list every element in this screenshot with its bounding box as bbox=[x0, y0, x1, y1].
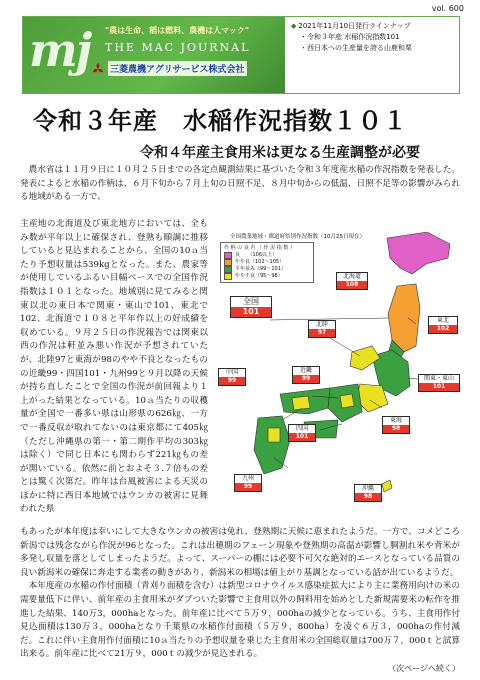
legend-item bbox=[224, 273, 310, 280]
region-name: 近畿 bbox=[299, 367, 312, 374]
region-name: 東海 bbox=[389, 417, 402, 424]
region-box-kanto-tosan bbox=[418, 374, 460, 392]
company-name: 三菱農機アグリサービス株式会社 bbox=[108, 61, 247, 76]
region-box-tokai bbox=[382, 416, 410, 434]
body-paragraph: 本年度産の水稲の作付面積（青刈り面積を含む）は新型コロナウイルス感染症拡大により主に業務用向けの米の需要量低下に伴い、前年産の主食用米がダブついた影響で主食用以外の飼料用を始めとした新規需要米の転作を推進した結果、140万3，000haとなった。前年産に比べて５万９，000haの減少となっている。うち、主食用作付見込面積は130万３，000haとなり千葉県の水稲作付面積（５万９，800ha）を凌ぐ６万３，000haの作付減だ。これに伴い主食用作付面積に10ａ当たりの予想収量を乗じた主食用米の全国総収量は700万７，000ｔと試算出来る。前年産に比べて21万９，000ｔの減少が見込まれる。 bbox=[20, 581, 460, 660]
region-name: 北陸 bbox=[315, 321, 328, 328]
legend-swatch bbox=[224, 273, 232, 280]
region-value: 101 bbox=[419, 383, 459, 391]
region-name: 九州 bbox=[241, 475, 254, 482]
region-box-chugoku bbox=[218, 368, 246, 386]
toc-date: ◆ 2021年11月10日発行ラインナップ bbox=[291, 21, 457, 32]
region-box-kyushu bbox=[234, 474, 262, 492]
legend-swatch bbox=[224, 259, 232, 266]
region-value: 99 bbox=[219, 377, 245, 385]
region-name: 中国 bbox=[225, 369, 238, 376]
legend-label: 平年並み（99〜101） bbox=[235, 266, 286, 272]
journal-name: THE MAC JOURNAL bbox=[105, 41, 251, 54]
legend-item bbox=[224, 259, 310, 266]
region-value: 101 bbox=[231, 307, 271, 317]
region-box-national bbox=[230, 296, 272, 318]
legend-swatch bbox=[224, 252, 232, 259]
logo-banner bbox=[23, 17, 285, 93]
region-value: 99 bbox=[235, 483, 261, 491]
region-value: 102 bbox=[429, 325, 457, 333]
legend-title: 作 柄 の 良 否 （ 作 況 指 数 ） bbox=[224, 245, 295, 251]
region-name: 沖縄 bbox=[361, 485, 374, 492]
legend-item bbox=[224, 266, 310, 273]
region-name: 北海道 bbox=[342, 273, 361, 280]
region-value: 98 bbox=[383, 425, 409, 433]
legend-label: 良 （106以上） bbox=[235, 252, 278, 258]
company-row bbox=[91, 61, 247, 76]
region-name: 東北 bbox=[436, 317, 449, 324]
region-name: 全国 bbox=[243, 297, 259, 306]
region-value: 101 bbox=[289, 433, 315, 441]
lead-paragraph: 農水省は１１月９日に１０月２５日までの各定点観測結果に基づいた令和３年度産水稲の作況指数を発表した。発表によると水稲の作柄は、６月下旬から７月上旬の日照不足、８月中旬からの低温、日照不足等の影響がみられる地域がある一方で、 bbox=[20, 165, 460, 203]
volume-number: vol. 600 bbox=[431, 4, 464, 13]
region-value: 97 bbox=[309, 329, 335, 337]
column-paragraph: 主産地の北海道及び東北地方においては、全もみ数が平年以上に確保され、登熟も順調に推移していると見込まれることから、全国の10ａ当たり予想収量は539kgとなった。また、農家等が使用しているふるい目幅ベースでの全国作況指数は１０１となった。地域別に見てみると関東以北の東日本で関東・東山で101、東北で102、北海道で１０８と平年作以上の好成績を収めている。９月２５日の作況報告では関東以西の作況は軒並み悪い作況が予想されていたが、北陸97と東海が98のやや不良となったものの近畿99・四国101・九州99と９月以降の天候が持ち直したことで全国の作況が前回報より１上がった結果となっている。10ａ当たりの収穫量が全国で一番多い県は山形県の626㎏、一方で一番反収が取れてないのは東京都にて405㎏（ただし沖縄県の第一・第二期作平均の303㎏は除く）で同じ日本にも関わらず221㎏もの差が開いている。依然に前とおよそ３.７倍もの差とは驚く次第だ。昨年は台風被害による天災のほかに特に西日本地域ではウンカの被害に見舞われた県 bbox=[20, 219, 208, 515]
legend-item bbox=[224, 252, 310, 259]
region-name: 四国 bbox=[295, 425, 308, 432]
map-legend bbox=[220, 242, 314, 283]
region-box-tohoku bbox=[428, 316, 458, 334]
region-value: 108 bbox=[337, 281, 367, 289]
page-title: 令和３年産 水稲作況指数１０１ bbox=[33, 107, 408, 135]
region-box-hokkaido bbox=[336, 272, 368, 290]
tail-text bbox=[20, 526, 460, 676]
map-title: 全国農業地域・都道府県別作況指数（10月25日現在） bbox=[230, 234, 365, 240]
legend-swatch bbox=[224, 266, 232, 273]
page-subtitle: 令和４年産主食用米は更なる生産調整が必要 bbox=[140, 145, 420, 161]
japan-crop-map bbox=[212, 228, 462, 526]
legend-label: やや不良（95〜98） bbox=[235, 273, 283, 279]
region-box-shikoku bbox=[288, 424, 316, 442]
mitsubishi-logo-icon bbox=[91, 62, 105, 76]
toc-item: ・西日本への生産量を誇る山鹿和栗 bbox=[300, 44, 412, 52]
mj-logo: mj bbox=[29, 23, 91, 77]
region-value: 98 bbox=[355, 493, 381, 501]
body-paragraph: もあったが本年度は幸いにして大きなウンカの被害は免れ、登熟期に天候に恵まれたようだ。一方で、コメどころ新潟では残念ながら作況が96となった。これは出穂期のフェーン現象や登熟期の高温が影響し胴割れ米や背米が多発し収量を落としてしまったようだ。よって、スーパーの棚には必要不可欠な絶対的エースとなっている品質の良い新潟米の確保に奔走する業者の動きがあり、新潟米の相場は値上がり基調となっている話が出ているようだ。 bbox=[20, 527, 460, 578]
region-box-kinki bbox=[292, 366, 320, 384]
region-name: 関東・東山 bbox=[423, 375, 454, 382]
masthead bbox=[22, 16, 460, 94]
region-box-hokuriku bbox=[308, 320, 336, 338]
table-of-contents bbox=[291, 21, 457, 54]
toc-item: ・令和３年産 水稲作況指数101 bbox=[300, 33, 400, 41]
region-value: 99 bbox=[293, 375, 319, 383]
region-box-okinawa bbox=[354, 484, 382, 502]
continued-note: （次ページへ続く） bbox=[388, 663, 460, 673]
legend-label: やや良（102〜105） bbox=[235, 259, 285, 265]
slogan: "農は生命、稲は燃料、農機は人マック" bbox=[105, 26, 250, 35]
